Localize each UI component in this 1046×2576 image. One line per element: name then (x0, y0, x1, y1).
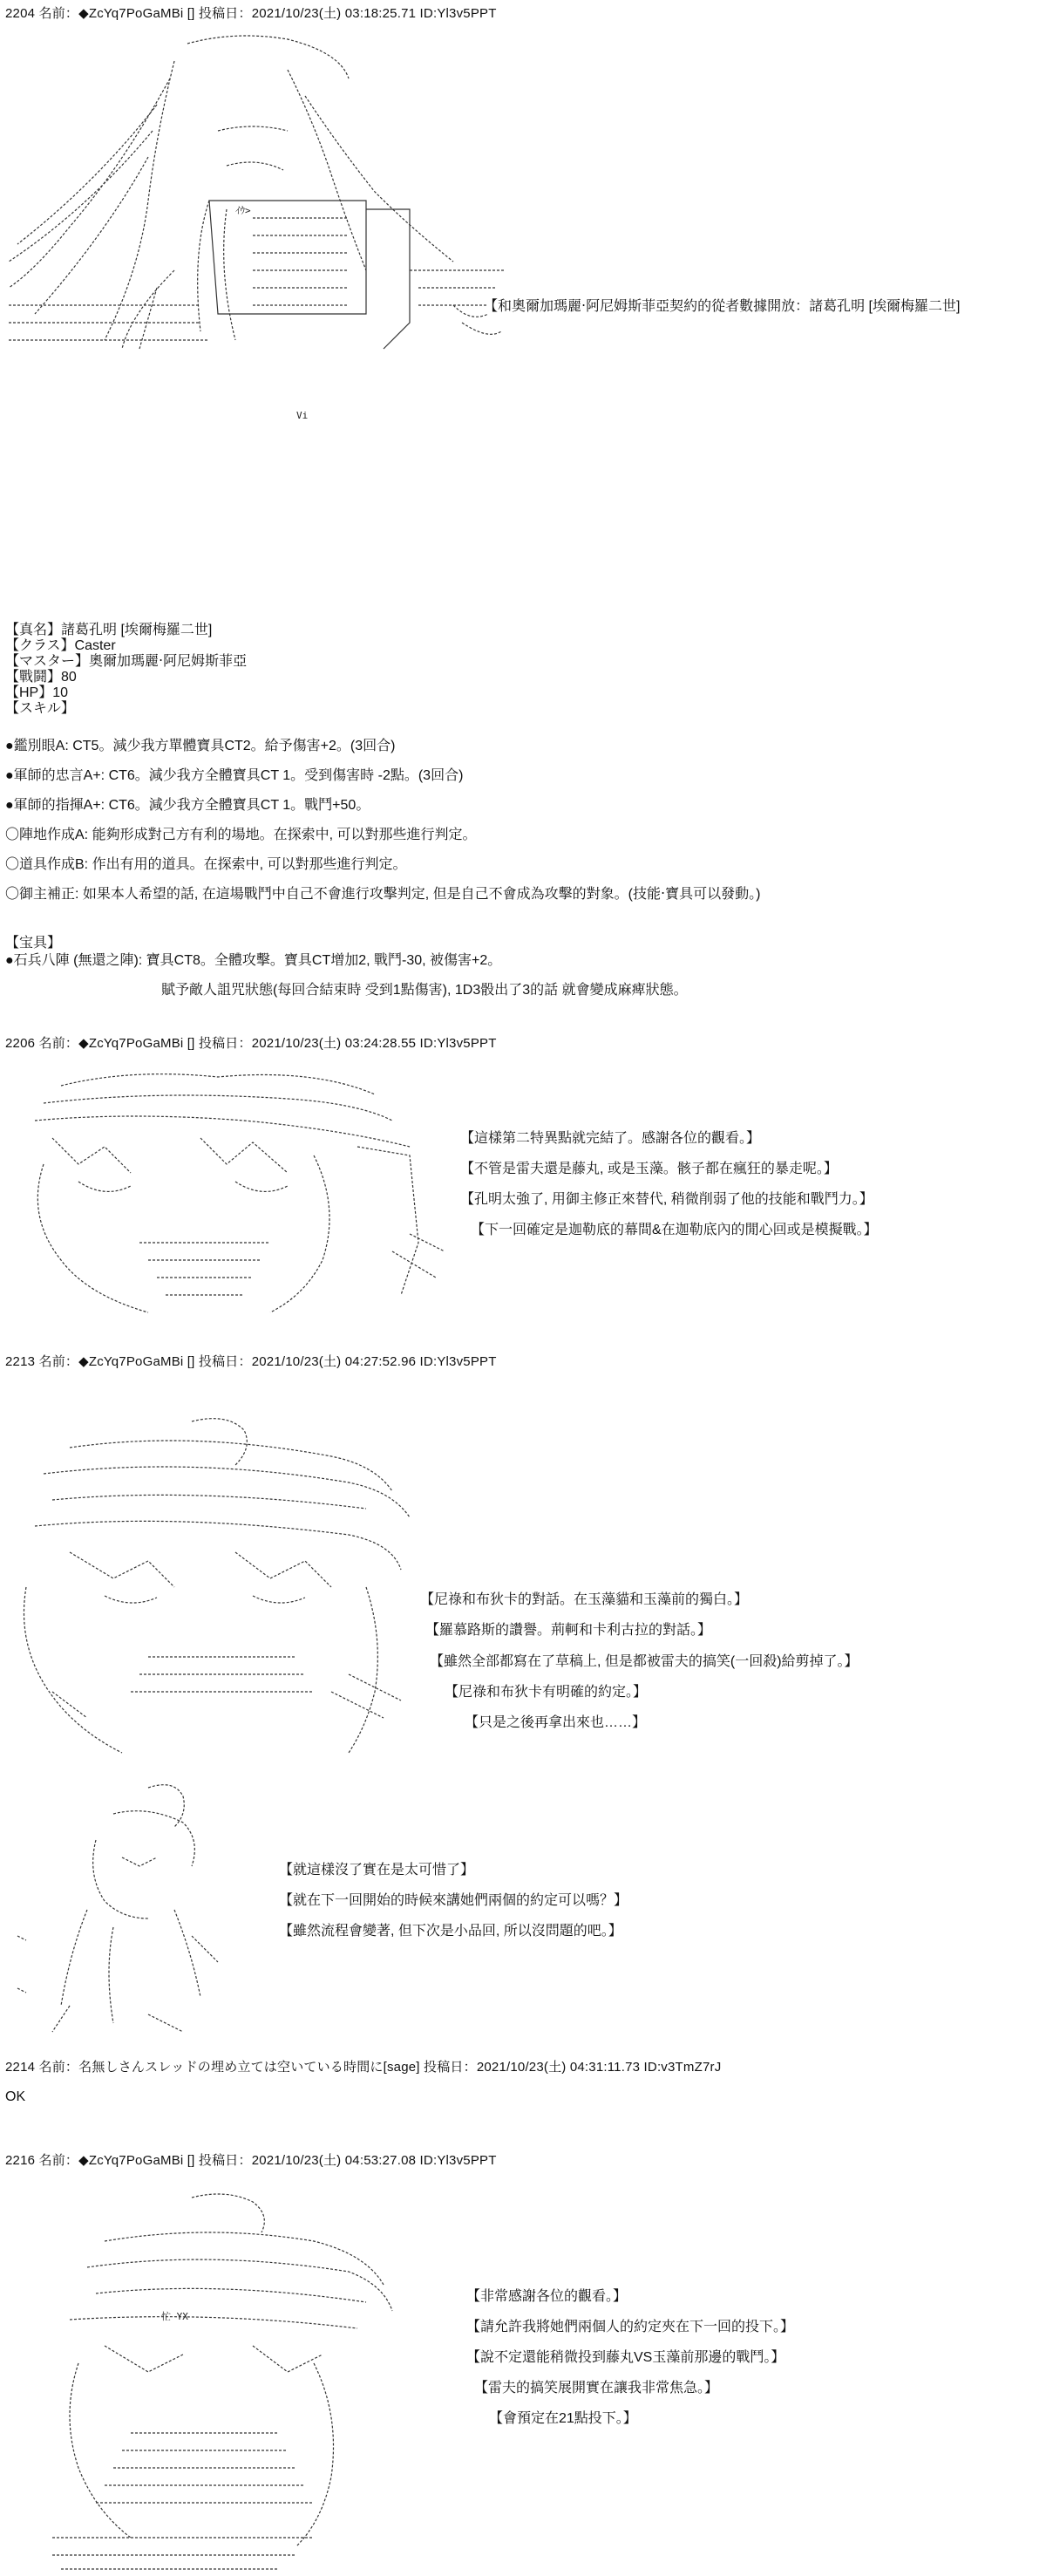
dialogue-line: 【孔明太強了, 用御主修正來替代, 稍微削弱了他的技能和戰鬥力。】 (460, 1192, 873, 1207)
skill-line: 〇道具作成B: 作出有用的道具。在探索中, 可以對那些進行判定。 (5, 857, 407, 872)
dialogue-line: 【尼祿和布狄卡有明確的約定。】 (445, 1685, 648, 1700)
dialogue-line: 【會預定在21點投下。】 (489, 2411, 637, 2426)
noble-phantasm-title: 【宝具】 (5, 936, 62, 951)
ascii-art-zhuge-liang (0, 26, 506, 358)
stat-line: 【クラス】Caster (5, 638, 116, 653)
stat-line: 【真名】諸葛孔明 [埃爾梅羅二世] (5, 623, 213, 637)
dialogue-line: 【下一回確定是迦勒底的幕間&在迦勒底內的閒心回或是模擬戰。】 (471, 1223, 878, 1237)
dialogue-line: 【尼祿和布狄卡的對話。在玉藻貓和玉藻前的獨白。】 (420, 1592, 749, 1607)
skill-line: 〇陣地作成A: 能夠形成對己方有利的場地。在探索中, 可以對那些進行判定。 (5, 828, 477, 842)
noble-phantasm-line: ●石兵八陣 (無還之陣): 寶具CT8。全體攻擊。寶具CT增加2, 戰鬥-30, 被傷害+2。 (5, 953, 502, 968)
dialogue-line: 【雷夫的搞笑展開實在讓我非常焦急。】 (474, 2381, 719, 2395)
skill-line: ●軍師的指揮A+: CT6。減少我方全體寶具CT 1。戰鬥+50。 (5, 798, 370, 813)
servant-stats (5, 623, 247, 717)
skill-line: ●鑑別眼A: CT5。減少我方單體寶具CT2。給予傷害+2。(3回合) (5, 739, 396, 753)
noble-phantasm-line: 賦予敵人詛咒狀態(每回合結束時 受到1點傷害), 1D3骰出了3的話 就會變成麻痺狀態。 (161, 983, 688, 998)
stat-line: 【戰鬪】80 (5, 670, 77, 685)
ascii-art-group (26, 1068, 462, 1330)
dialogue-line: 【這樣第二特異點就完結了。感謝各位的觀看。】 (460, 1131, 761, 1146)
skill-line: 〇御主補正: 如果本人希望的話, 在這場戰鬥中自己不會進行攻擊判定, 但是自己不會成為攻擊的對象。(技能‧寶具可以發動。) (5, 887, 761, 902)
dialogue-line: 【就這樣沒了實在是太可惜了】 (279, 1863, 475, 1877)
post-header: 2206 名前：◆ZcYq7PoGaMBi [] 投稿日：2021/10/23(土) 03:24:28.55 ID:Yl3v5PPT (5, 1036, 497, 1051)
post-body: OK (5, 2089, 26, 2104)
post-header: 2204 名前：◆ZcYq7PoGaMBi [] 投稿日：2021/10/23(土) 03:18:25.71 ID:Yl3v5PPT (5, 6, 497, 21)
post-header: 2214 名前：名無しさんスレッドの埋め立ては空いている時間に[sage] 投稿日：2021/10/23(土) 04:31:11.73 ID:v3TmZ7rJ (5, 2060, 722, 2075)
dialogue-line: 【不管是雷夫還是藤丸, 或是玉藻。骸子都在瘋狂的暴走呢。】 (460, 1162, 838, 1176)
character-caption: 【和奧爾加瑪麗‧阿尼姆斯菲亞契約的從者數據開放：諸葛孔明 [埃爾梅羅二世] (484, 299, 961, 314)
post-header: 2216 名前：◆ZcYq7PoGaMBi [] 投稿日：2021/10/23(土) 04:53:27.08 ID:Yl3v5PPT (5, 2153, 497, 2168)
skill-line: ●軍師的忠言A+: CT6。減少我方全體寶具CT 1。受到傷害時 -2點。(3回合) (5, 768, 464, 783)
dialogue-line: 【雖然流程會變著, 但下次是小品回, 所以沒問題的吧。】 (279, 1924, 622, 1939)
ascii-art-chibi (52, 2189, 418, 2573)
stat-line: 【スキル】 (5, 701, 75, 716)
ascii-art-chibi-label: 忙 YX (161, 2311, 188, 2322)
dialogue-line: 【雖然全部都寫在了草稿上, 但是都被雷夫的搞笑(一回殺)給剪掉了。】 (430, 1654, 859, 1669)
dialogue-line: 【羅慕路斯的讚譽。荊軻和卡利古拉的對話。】 (425, 1623, 712, 1638)
ascii-art-nero (17, 1413, 427, 1762)
dialogue-line: 【說不定還能稍微投到藤丸VS玉藻前那邊的戰鬥。】 (466, 2350, 785, 2365)
post-header: 2213 名前：◆ZcYq7PoGaMBi [] 投稿日：2021/10/23(土) 04:27:52.96 ID:Yl3v5PPT (5, 1354, 497, 1369)
stat-line: 【マスター】奧爾加瑪麗‧阿尼姆斯菲亞 (5, 654, 248, 669)
dialogue-line: 【只是之後再拿出來也……】 (465, 1715, 647, 1730)
dialogue-line: 【請允許我將她們兩個人的約定夾在下一回的投下。】 (466, 2320, 795, 2334)
ascii-art-face: ｲｳ> (235, 205, 251, 216)
ascii-art-vi-pattern: Vi (296, 410, 309, 421)
dialogue-line: 【非常感謝各位的觀看。】 (466, 2289, 628, 2304)
ascii-art-small-figure (17, 1779, 262, 2041)
dialogue-line: 【就在下一回開始的時候來講她們兩個的約定可以嗎？】 (279, 1893, 628, 1908)
stat-line: 【HP】10 (5, 685, 69, 700)
